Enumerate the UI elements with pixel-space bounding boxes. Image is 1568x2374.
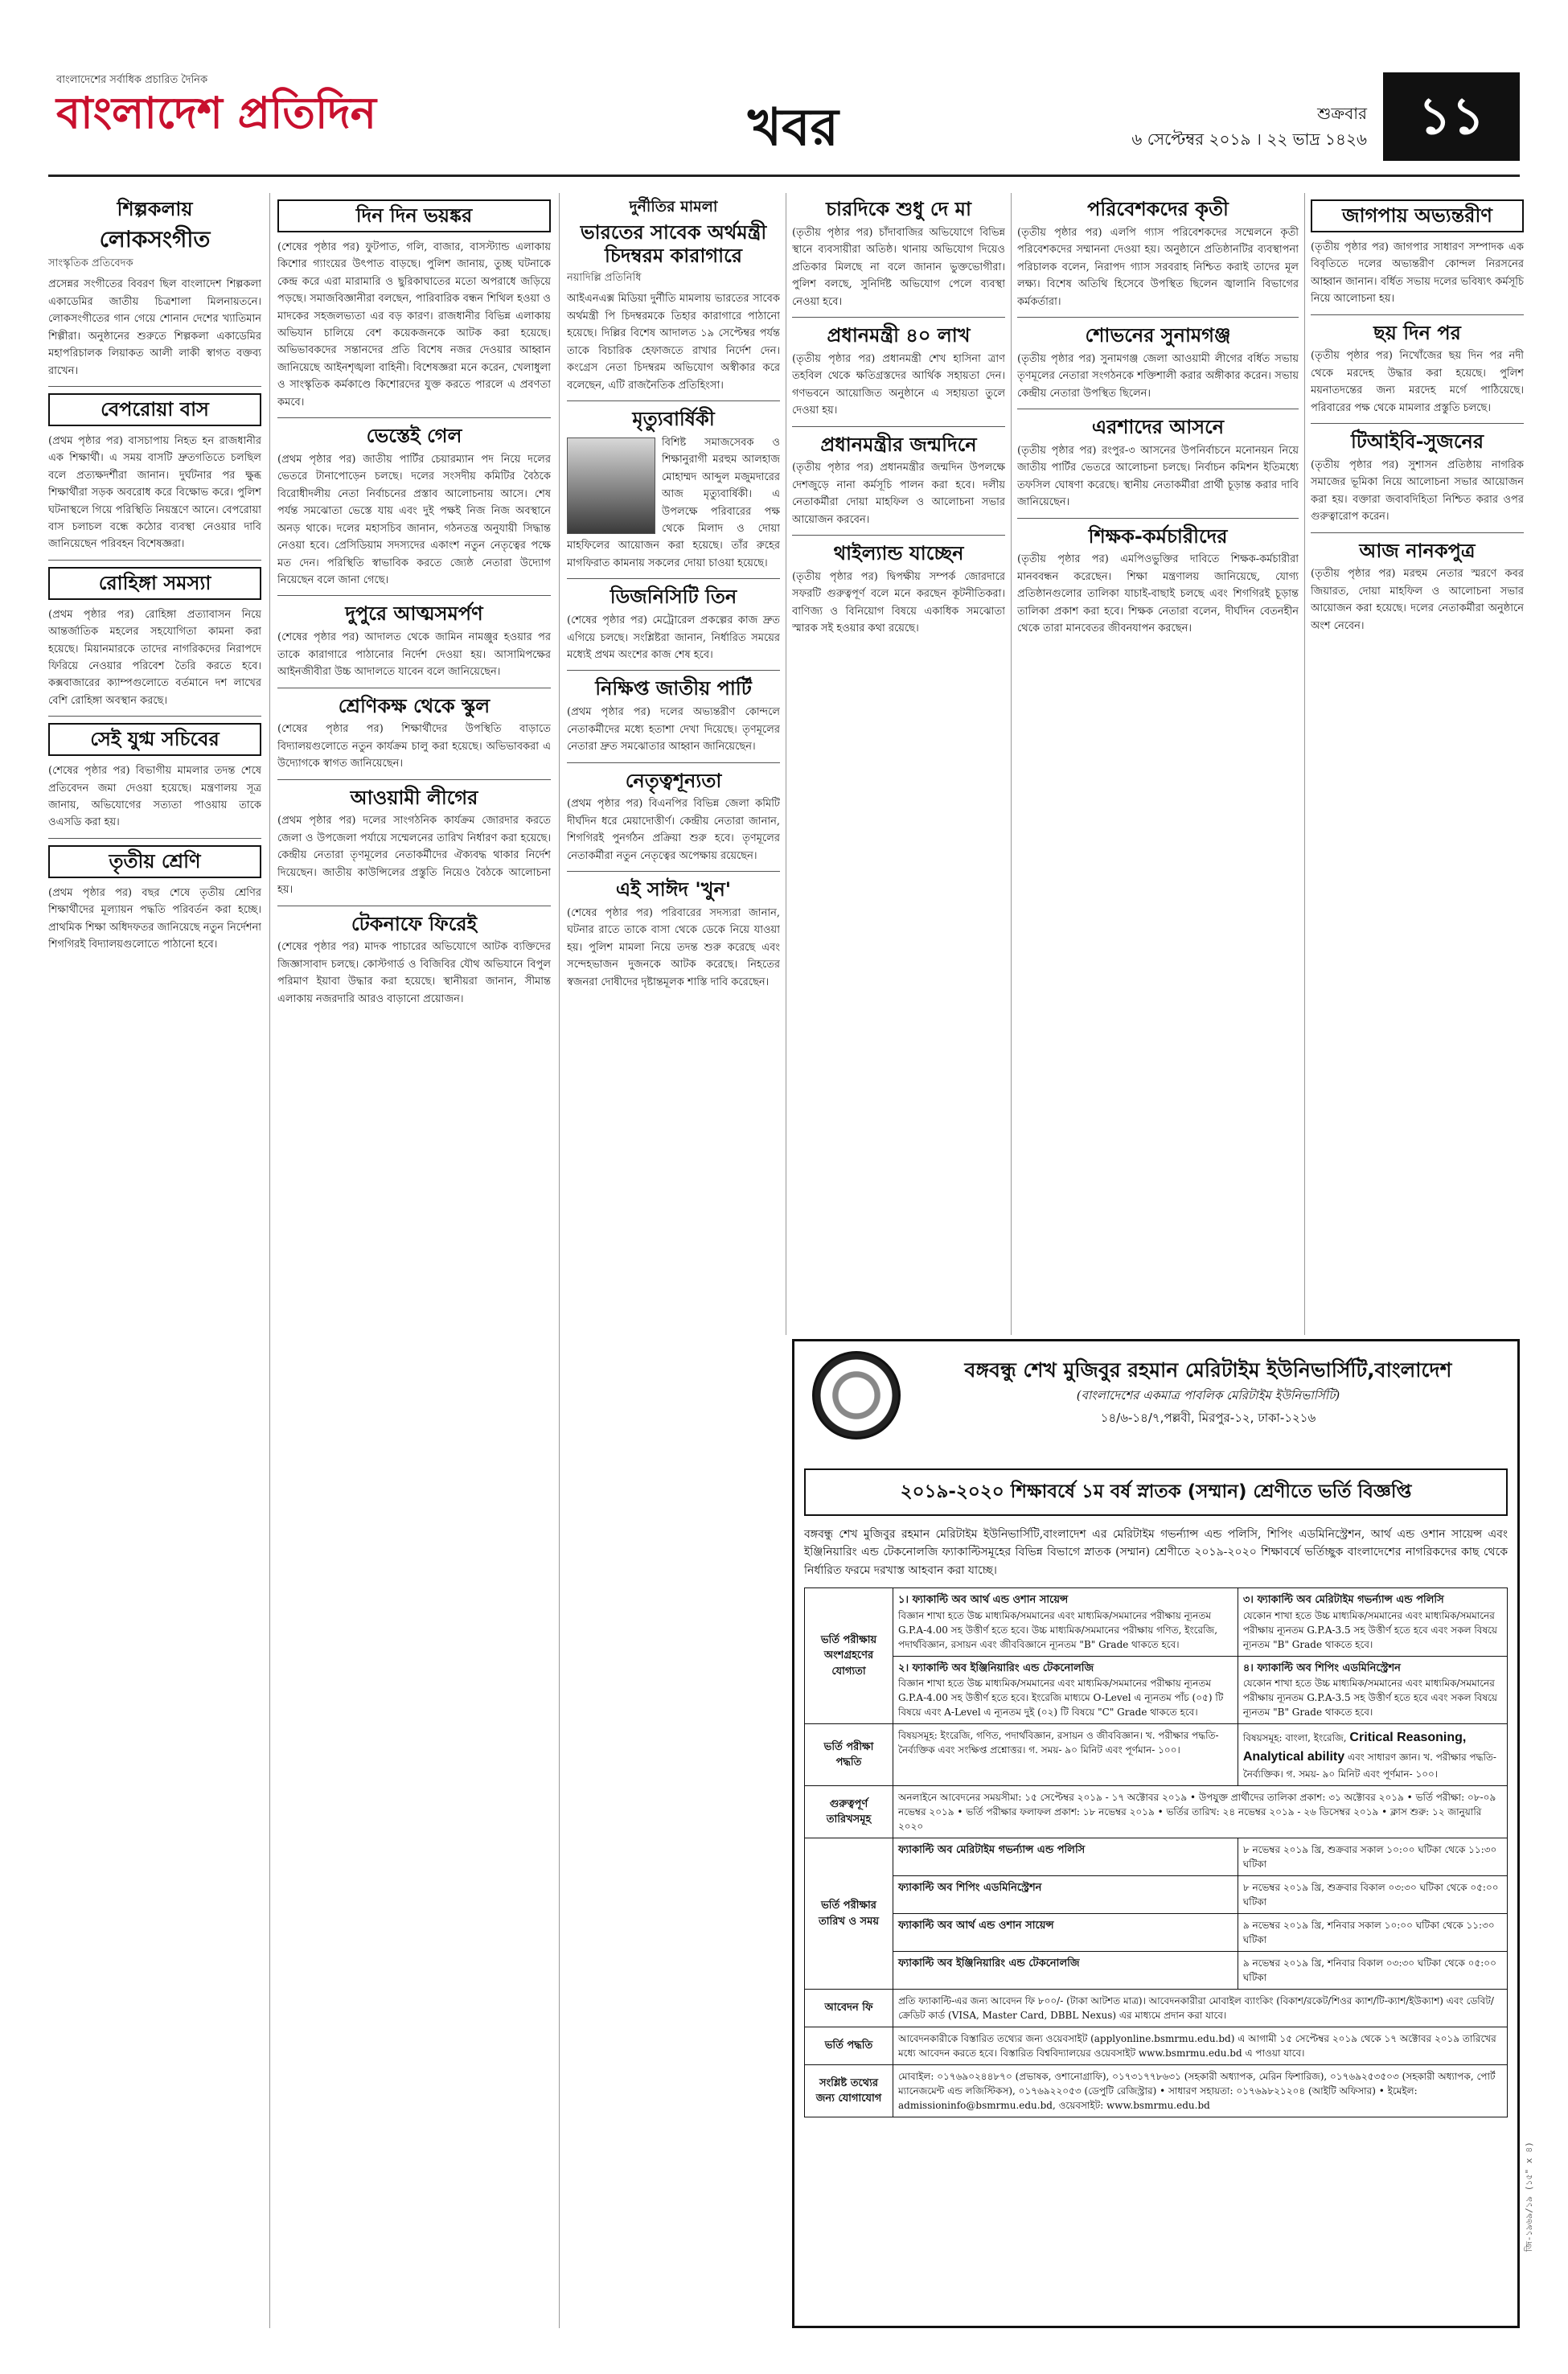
university-emblem-icon — [812, 1351, 901, 1440]
headline[interactable]: শিক্ষক-কর্মচারীদের — [1088, 524, 1228, 548]
important-dates: অনলাইনে আবেদনের সময়সীমা: ১৫ সেপ্টেম্বর ২০১৯ - ১৭ অক্টোবর ২০১৯ • উপযুক্ত প্রার্থীদের তালিকা প্রকাশ: ৩১ অক্টোবর ২০১৯ • ভর্তি পরীক্ষা: ০৮-০৯ নভেম্বর ২০১৯ • ভর্তি পরীক্ষার ফলাফল প্রকাশ: ১৮ নভেম্বর ২০১৯ • ভর্তির তারিখ: ২৪ নভেম্বর ২০১৯ - ২৬ ডিসেম্বর ২০১৯ • ক্লাস শুরু: ১২ জানুয়ারি ২০২০ — [893, 1786, 1508, 1838]
schedule-faculty: ফ্যাকাল্টি অব ইঞ্জিনিয়ারিং এন্ড টেকনোলজি — [893, 1952, 1238, 1990]
row-label: ভর্তি পরীক্ষা পদ্ধতি — [805, 1724, 893, 1786]
column-divider — [559, 193, 560, 2328]
article-body: (তৃতীয় পৃষ্ঠার পর) সুনামগঞ্জ জেলা আওয়ামী লীগের বর্ধিত সভায় তৃণমূলের নেতারা সংগঠনকে শক্তিশালী করার অঙ্গীকার করেন। সভায় কেন্দ্রীয় নেতারা উপস্থিত ছিলেন। — [1017, 352, 1299, 400]
admission-advertisement — [792, 1339, 1520, 2328]
article-body: (তৃতীয় পৃষ্ঠার পর) এলপি গ্যাস পরিবেশকদের সম্মেলনে কৃতী পরিবেশকদের সম্মাননা দেওয়া হয়। অনুষ্ঠানে প্রতিষ্ঠানটির ব্যবস্থাপনা পরিচালক বলেন, নিরাপদ গ্যাস সরবরাহ নিশ্চিত করাই তাদের মূল লক্ষ্য। বিশেষ অতিথি হিসেবে উপস্থিত ছিলেন জ্বালানি বিভাগের কর্মকর্তারা। — [1017, 226, 1299, 308]
headline[interactable]: চারদিকে শুধু দে মা — [826, 198, 971, 220]
faculty-name: ৪। ফ্যাকাল্টি অব শিপিং এডমিনিস্ট্রেশন — [1242, 1661, 1401, 1674]
page-header — [48, 56, 1520, 177]
schedule-faculty: ফ্যাকাল্টি অব শিপিং এডমিনিস্ট্রেশন — [893, 1876, 1238, 1914]
article-body: (প্রথম পৃষ্ঠার পর) বিএনপির বিভিন্ন জেলা কমিটি দীর্ঘদিন ধরে মেয়াদোত্তীর্ণ। কেন্দ্রীয় নেতারা জানান, শিগগিরই পুনর্গঠন প্রক্রিয়া শুরু হবে। তৃণমূলের নেতাকর্মীরা নতুন নেতৃত্বের অপেক্ষায় রয়েছেন। — [567, 798, 780, 862]
row-label: ভর্তি পদ্ধতি — [805, 2027, 893, 2065]
divider — [1311, 532, 1524, 533]
article-body: (তৃতীয় পৃষ্ঠার পর) প্রধানমন্ত্রীর জন্মদিন উপলক্ষে দেশজুড়ে নানা কর্মসূচি পালন করা হবে। দলীয় নেতাকর্মীরা দোয়া মাহফিল ও আলোচনা সভার আয়োজন করবেন। — [792, 462, 1005, 526]
university-address: ১৪/৬-১৪/৭,পল্লবী, মিরপুর-১২, ঢাকা-১২১৬ — [1100, 1411, 1316, 1425]
schedule-time: ৯ নভেম্বর ২০১৯ খ্রি, শনিবার বিকাল ০৩:৩০ ঘটিকা থেকে ০৫:০০ ঘটিকা — [1238, 1952, 1507, 1990]
divider — [48, 838, 261, 839]
article-body: (প্রথম পৃষ্ঠার পর) রোহিঙ্গা প্রত্যাবাসন নিয়ে আন্তর্জাতিক মহলের সহযোগিতা কামনা করা হয়েছে। মিয়ানমারকে তাদের নাগরিকদের নিরাপদে ফিরিয়ে নেওয়ার পরিবেশ তৈরি করতে হবে। কক্সবাজারের ক্যাম্পগুলোতে বর্তমানে দশ লাখের বেশি রোহিঙ্গা অবস্থান করছে। — [48, 608, 261, 707]
article-body: (শেষের পৃষ্ঠার পর) বিভাগীয় মামলার তদন্ত শেষে প্রতিবেদন জমা দেওয়া হয়েছে। মন্ত্রণালয় সূত্র জানায়, অভিযোগের সত্যতা পাওয়ায় তাকে ওএসডি করা হয়। — [48, 765, 261, 829]
exam-format: এবং সাধারণ জ্ঞান। খ. পরীক্ষার পদ্ধতি- নৈর্ব্যক্তিক। গ. সময়- ৯০ মিনিট এবং পূর্ণমান- ১০০। — [1242, 1752, 1496, 1780]
ad-header — [804, 1351, 1508, 1464]
divider — [567, 871, 780, 872]
table-cell — [893, 1656, 1238, 1724]
byline: সাংস্কৃতিক প্রতিবেদক — [48, 257, 133, 270]
headline[interactable]: প্রধানমন্ত্রীর জন্মদিনে — [820, 433, 977, 456]
headline[interactable]: ভেস্তেই গেল — [366, 425, 462, 448]
divider — [792, 535, 1005, 536]
table-row — [805, 2027, 1508, 2065]
article-body: (তৃতীয় পৃষ্ঠার পর) রংপুর-৩ আসনের উপনির্বাচনে মনোনয়ন নিয়ে জাতীয় পার্টির ভেতরে আলোচনা চলছে। নির্বাচন কমিশন ইতিমধ্যে তফসিল ঘোষণা করেছে। স্থানীয় নেতাকর্মীরা প্রার্থী চূড়ান্ত করার দাবি জানিয়েছেন। — [1017, 444, 1299, 509]
table-row — [805, 1656, 1508, 1724]
exam-subjects-english: Critical Reasoning, Analytical ability — [1242, 1731, 1467, 1764]
table-cell — [893, 1588, 1238, 1657]
headline[interactable]: টিআইবি-সুজনের — [1350, 430, 1484, 454]
headline[interactable]: এই সাঈদ 'খুন' — [615, 878, 732, 902]
divider — [277, 779, 551, 780]
headline[interactable]: দিন দিন ভয়ঙ্কর — [277, 199, 551, 232]
faculty-requirement: বিজ্ঞান শাখা হতে উচ্চ মাধ্যমিক/সমমানের এবং মাধ্যমিক/সমমানের পরীক্ষায় ন্যূনতম G.P.A-4.00 সহ উত্তীর্ণ হতে হবে। উচ্চ মাধ্যমিক/সমমানের পরীক্ষায় গণিত, ইংরেজি, পদার্থবিজ্ঞান, রসায়ন এবং জীববিজ্ঞানে ন্যূনতম "B" Grade থাকতে হবে। — [898, 1609, 1218, 1650]
table-row — [805, 1952, 1508, 1990]
headline[interactable]: ডিজনিসিটি তিন — [610, 585, 737, 609]
faculty-requirement: বিজ্ঞান শাখা হতে উচ্চ মাধ্যমিক/সমমানের এবং মাধ্যমিক/সমমানের পরীক্ষায় ন্যূনতম G.P.A-4.00 সহ উত্তীর্ণ হতে হবে। ইংরেজি মাধ্যমে O-Level এ ন্যূনতম পাঁচ (০৫) টি বিষয়ে এবং A-Level এ ন্যূনতম দুই (০২) টি বিষয়ে "C" Grade থাকতে হবে। — [898, 1678, 1224, 1719]
ad-reference-code: জি-১৯৬৯/১৯ (১৫" x ৪) — [1524, 2142, 1534, 2252]
application-fee: প্রতি ফ্যাকাল্টি-এর জন্য আবেদন ফি ৮০০/- (টাকা আটশত মাত্র)। আবেদনকারীরা মোবাইল ব্যাংকিং (বিকাশ/রকেট/শিওর ক্যাশ/টি-ক্যাশ/ইউক্যাশ) এবং ডেবিট/ক্রেডিট কার্ড (VISA, Master Card, DBBL Nexus) এর মাধ্যমে প্রদান করা যাবে। — [893, 1990, 1508, 2027]
table-row — [805, 1786, 1508, 1838]
article-body: (তৃতীয় পৃষ্ঠার পর) জাগপার সাধারণ সম্পাদক এক বিবৃতিতে দলের অভ্যন্তরীণ কোন্দল নিরসনের আহ্বান জানান। বর্ধিত সভায় দলের ভবিষ্যৎ কর্মসূচি নিয়ে আলোচনা হয়। — [1311, 240, 1524, 306]
headline[interactable]: লোকসংগীত — [99, 225, 211, 253]
section-title: খবর — [748, 98, 839, 158]
article-body: (তৃতীয় পৃষ্ঠার পর) নিখোঁজের ছয় দিন পর নদী থেকে মরদেহ উদ্ধার করা হয়েছে। পুলিশ ময়নাতদন্তের জন্য মরদেহ মর্গে পাঠিয়েছে। পরিবারের পক্ষ থেকে মামলার প্রস্তুতি চলছে। — [1311, 350, 1524, 414]
article-body: (প্রথম পৃষ্ঠার পর) জাতীয় পার্টির চেয়ারম্যান পদ নিয়ে দলের ভেতরে টানাপোড়েন চলছে। দলের সংসদীয় কমিটির বৈঠকে বিরোধীদলীয় নেতা নির্বাচনের প্রস্তাব আলোচনায় আসে। শেষ পর্যন্ত সমঝোতা ভেস্তে যায় এবং দুই পক্ষই নিজ নিজ অবস্থানে অনড় থাকে। দলের মহাসচিব জানান, গঠনতন্ত্র অনুযায়ী সিদ্ধান্ত নেওয়া হবে। প্রেসিডিয়াম সদস্যদের একাংশ নতুন নেতৃত্বের পক্ষে মত দেন। পরিস্থিতি স্বাভাবিক করতে জ্যেষ্ঠ নেতারা উদ্যোগ নিয়েছেন বলে জানা গেছে। — [277, 453, 551, 587]
row-label: গুরুত্বপূর্ণ তারিখসমূহ — [805, 1786, 893, 1838]
headline[interactable]: থাইল্যান্ড যাচ্ছেন — [833, 542, 964, 565]
article-body: (তৃতীয় পৃষ্ঠার পর) সুশাসন প্রতিষ্ঠায় নাগরিক সমাজের ভূমিকা নিয়ে আলোচনা সভার আয়োজন করা হয়। বক্তারা জবাবদিহিতা নিশ্চিত করার ওপর গুরুত্বারোপ করেন। — [1311, 458, 1524, 524]
divider — [792, 317, 1005, 318]
table-row — [805, 1914, 1508, 1952]
article-body: (প্রথম পৃষ্ঠার পর) বাসচাপায় নিহত হন রাজধানীর এক শিক্ষার্থী। এ সময় বাসটি দ্রুতগতিতে চলছিল বলে প্রত্যক্ষদর্শীরা জানান। দুর্ঘটনার পর ক্ষুব্ধ শিক্ষার্থীরা সড়ক অবরোধ করে বিক্ষোভ করে। পুলিশ ঘটনাস্থলে গিয়ে পরিস্থিতি নিয়ন্ত্রণে আনে। বেপরোয়া বাস চলাচল বন্ধে কঠোর ব্যবস্থা নেওয়ার দাবি জানিয়েছেন পরিবহন বিশেষজ্ঞরা। — [48, 434, 261, 551]
row-label: সংশ্লিষ্ট তথ্যের জন্য যোগাযোগ — [805, 2065, 893, 2117]
divider — [48, 560, 261, 561]
issue-date — [1131, 101, 1367, 152]
row-label: ভর্তি পরীক্ষার তারিখ ও সময় — [805, 1838, 893, 1990]
article-body: (শেষের পৃষ্ঠার পর) মাদক পাচারের অভিযোগে আটক ব্যক্তিদের জিজ্ঞাসাবাদ চলছে। কোস্টগার্ড ও বিজিবির যৌথ অভিযানে বিপুল পরিমাণ ইয়াবা উদ্ধার করা হয়েছে। স্থানীয়রা জানান, সীমান্ত এলাকায় নজরদারি আরও বাড়ানো প্রয়োজন। — [277, 941, 551, 1005]
exam-method-right — [1238, 1724, 1507, 1786]
headline[interactable]: ভারতের সাবেক অর্থমন্ত্রী চিদম্বরম কারাগারে — [580, 220, 767, 267]
article-body: (প্রথম পৃষ্ঠার পর) বছর শেষে তৃতীয় শ্রেণির শিক্ষার্থীদের মূল্যায়ন পদ্ধতি পরিবর্তন করা হচ্ছে। প্রাথমিক শিক্ষা অধিদফতর জানিয়েছে নতুন নির্দেশনা শিগগিরই বিদ্যালয়গুলোতে পাঠানো হবে। — [48, 886, 261, 951]
divider — [277, 417, 551, 418]
contact-info[interactable]: মোবাইল: ০১৭৬৯০২৪৪৮৭০ (প্রভাষক, ওশানোগ্রাফি), ০১৭৩১৭৭৮৬৩১ (সহকারী অধ্যাপক, মেরিন ফিশারিজ), ০১৭৬৯২৫৩৫০৩ (সহকারী অধ্যাপক, পোর্ট ম্যানেজমেন্ট এন্ড লজিস্টিকস), ০১৭৬৯২২০৫৩ (ডেপুটি রেজিস্ট্রার) • সাধারণ সহায়তা: ০১৭৬৯৮২১২০৪ (আইটি অফিসার) • ইমেইল: admissioninfo@bsmrmu.edu.bd, ওয়েবসাইট: www.bsmrmu.edu.bd — [893, 2065, 1508, 2117]
table-cell — [1238, 1656, 1507, 1724]
headline[interactable]: পরিবেশকদের কৃতী — [1087, 198, 1229, 220]
divider — [792, 426, 1005, 427]
newspaper-logo[interactable]: বাংলাদেশ প্রতিদিন — [56, 88, 376, 138]
headline[interactable]: তৃতীয় শ্রেণি — [48, 845, 261, 878]
schedule-faculty: ফ্যাকাল্টি অব আর্থ এন্ড ওশান সায়েন্স — [893, 1914, 1238, 1952]
headline[interactable]: নেতৃত্বশূন্যতা — [625, 769, 722, 792]
schedule-time: ৮ নভেম্বর ২০১৯ খ্রি, শুক্রবার সকাল ১০:০০ ঘটিকা থেকে ১১:৩০ ঘটিকা — [1238, 1838, 1507, 1876]
headline[interactable]: শোভনের সুনামগঞ্জ — [1085, 323, 1231, 347]
headline[interactable]: টেকনাফে ফিরেই — [351, 912, 478, 935]
article-body: প্রসেন্নর সংগীতের বিবরণ ছিল বাংলাদেশ শিল্পকলা একাডেমির জাতীয় চিত্রশালা মিলনায়তনে। লোকসংগীতের গান গেয়ে শোনান দেশের খ্যাতিমান শিল্পীরা। অনুষ্ঠানের শুরুতে শিল্পকলা একাডেমির মহাপরিচালক লিয়াকত আলী লাকী স্বাগত বক্তব্য রাখেন। — [48, 278, 261, 377]
article-body: বিশিষ্ট সমাজসেবক ও শিক্ষানুরাগী মরহুম আলহাজ মোহাম্মদ আব্দুল মজুমদারের আজ মৃত্যুবার্ষিকী। এ উপলক্ষে পরিবারের পক্ষ থেকে মিলাদ ও দোয়া মাহফিলের আয়োজন করা হয়েছে। তাঁর রুহের মাগফিরাত কামনায় সকলের দোয়া চাওয়া হয়েছে। — [567, 436, 780, 569]
headline[interactable]: নিক্ষিপ্ত জাতীয় পার্টি — [595, 677, 752, 700]
column-1 — [48, 193, 261, 2328]
page-number: ১১ — [1383, 72, 1520, 161]
faculty-name: ১। ফ্যাকাল্টি অব আর্থ এন্ড ওশান সায়েন্স — [898, 1594, 1069, 1607]
article-body: (শেষের পৃষ্ঠার পর) মেট্রোরেল প্রকল্পের কাজ দ্রুত এগিয়ে চলছে। সংশ্লিষ্টরা জানান, নির্ধারিত সময়ের মধ্যেই প্রথম অংশের কাজ শেষ হবে। — [567, 614, 780, 661]
headline[interactable]: শিল্পকলায় — [117, 198, 193, 220]
article-body: (তৃতীয় পৃষ্ঠার পর) চাঁদাবাজির অভিযোগে বিভিন্ন স্থানে ব্যবসায়ীরা অতিষ্ঠ। থানায় অভিযোগ দিয়েও প্রতিকার মিলছে না বলে জানান ভুক্তভোগীরা। পুলিশ বলছে, সুনির্দিষ্ট অভিযোগ পেলে ব্যবস্থা নেওয়া হবে। — [792, 226, 1005, 308]
divider — [277, 595, 551, 596]
table-row — [805, 1990, 1508, 2027]
admission-banner: ২০১৯-২০২০ শিক্ষাবর্ষে ১ম বর্ষ স্নাতক (সম্মান) শ্রেণীতে ভর্তি বিজ্ঞপ্তি — [804, 1468, 1508, 1516]
university-subtitle: (বাংলাদেশের একমাত্র পাবলিক মেরিটাইম ইউনিভার্সিটি) — [1076, 1388, 1340, 1403]
table-row — [805, 1724, 1508, 1786]
table-row — [805, 2065, 1508, 2117]
article-body: (শেষের পৃষ্ঠার পর) ফুটপাত, গলি, বাজার, বাসস্ট্যান্ড এলাকায় কিশোর গ্যাংয়ের উৎপাত বাড়ছে। পুলিশ জানায়, তুচ্ছ ঘটনাকে কেন্দ্র করে এরা মারামারি ও ছুরিকাঘাতের মতো অপরাধে জড়িয়ে পড়ছে। সমাজবিজ্ঞানীরা বলছেন, পারিবারিক বন্ধন শিথিল হওয়া ও মাদকের সহজলভ্যতা এর বড় কারণ। রাজধানীর বিভিন্ন এলাকায় অভিযান চালিয়ে বেশ কয়েকজনকে আটক করা হয়েছে। অভিভাবকদের সন্তানদের প্রতি বিশেষ নজর দেওয়ার আহ্বান জানিয়েছে আইনশৃঙ্খলা বাহিনী। বিশেষজ্ঞরা মনে করেন, খেলাধুলা ও সাংস্কৃতিক কর্মকাণ্ডে কিশোরদের যুক্ত করতে পারলে এ প্রবণতা কমবে। — [277, 240, 551, 409]
divider — [1311, 423, 1524, 424]
article-body: (তৃতীয় পৃষ্ঠার পর) দ্বিপক্ষীয় সম্পর্ক জোরদারে সফরটি গুরুত্বপূর্ণ বলে মনে করছেন কূটনীতিকরা। বাণিজ্য ও বিনিয়োগ বিষয়ে একাধিক সমঝোতা স্মারক সই হওয়ার কথা রয়েছে। — [792, 570, 1005, 635]
headline[interactable]: ছয় দিন পর — [1373, 321, 1461, 344]
university-name: বঙ্গবন্ধু শেখ মুজিবুর রহমান মেরিটাইম ইউনিভার্সিটি,বাংলাদেশ — [964, 1358, 1452, 1382]
schedule-faculty: ফ্যাকাল্টি অব মেরিটাইম গভর্ন্যান্স এন্ড পলিসি — [893, 1838, 1238, 1876]
table-row — [805, 1876, 1508, 1914]
article-body: (তৃতীয় পৃষ্ঠার পর) প্রধানমন্ত্রী শেখ হাসিনা ত্রাণ তহবিল থেকে ক্ষতিগ্রস্তদের আর্থিক সহায়তা দেন। গণভবনে আয়োজিত অনুষ্ঠানে এ সহায়তা তুলে দেওয়া হয়। — [792, 352, 1005, 417]
exam-subjects: বিষয়সমূহ: বাংলা, ইংরেজি, — [1242, 1732, 1347, 1744]
schedule-time: ৮ নভেম্বর ২০১৯ খ্রি, শুক্রবার বিকাল ০৩:৩০ ঘটিকা থেকে ০৫:০০ ঘটিকা — [1238, 1876, 1507, 1914]
admission-intro: বঙ্গবন্ধু শেখ মুজিবুর রহমান মেরিটাইম ইউনিভার্সিটি,বাংলাদেশ এর মেরিটাইম গভর্ন্যান্স এন্ড পলিসি, শিপিং এডমিনিস্ট্রেশন, আর্থ এন্ড ওশান সায়েন্স এবং ইঞ্জিনিয়ারিং এন্ড টেকনোলজি ফ্যাকাল্টিসমূহের বিভিন্ন বিভাগে স্নাতক (সম্মান) শ্রেণীতে ২০১৯-২০২০ শিক্ষাবর্ষে ভর্তিচ্ছুক বাংলাদেশের নাগরিকদের কাছ থেকে নির্ধারিত ফরমে দরখাস্ত আহবান করা যাচ্ছে। — [804, 1528, 1508, 1577]
column-6 — [1311, 193, 1524, 1335]
schedule-time: ৯ নভেম্বর ২০১৯ খ্রি, শনিবার সকাল ১০:০০ ঘটিকা থেকে ১১:৩০ ঘটিকা — [1238, 1914, 1507, 1952]
headline[interactable]: এরশাদের আসনে — [1091, 416, 1225, 439]
masthead-tagline: বাংলাদেশের সর্বাধিক প্রচারিত দৈনিক — [56, 74, 208, 86]
faculty-name: ৩। ফ্যাকাল্টি অব মেরিটাইম গভর্ন্যান্স এন্ড পলিসি — [1242, 1594, 1444, 1607]
divider — [48, 716, 261, 717]
headline[interactable]: রোহিঙ্গা সমস্যা — [48, 567, 261, 600]
column-5 — [1017, 193, 1299, 1335]
byline: নয়াদিল্লি প্রতিনিধি — [567, 272, 642, 285]
masthead[interactable] — [56, 72, 394, 137]
column-divider — [1011, 193, 1012, 1335]
table-row — [805, 1838, 1508, 1876]
divider — [567, 670, 780, 671]
article-body: (শেষের পৃষ্ঠার পর) পরিবারের সদস্যরা জানান, ঘটনার রাতে তাকে বাসা থেকে ডেকে নিয়ে যাওয়া হয়। পুলিশ মামলা নিয়ে তদন্ত শুরু করেছে এবং সন্দেহভাজন দুজনকে আটক করেছে। নিহতের স্বজনরা দোষীদের দৃষ্টান্তমূলক শাস্তি দাবি করেছেন। — [567, 906, 780, 988]
article-body: (প্রথম পৃষ্ঠার পর) দলের অভ্যন্তরীণ কোন্দলে নেতাকর্মীদের মধ্যে হতাশা দেখা দিয়েছে। তৃণমূলের নেতারা দ্রুত সমঝোতার আহ্বান জানিয়েছেন। — [567, 706, 780, 754]
faculty-name: ২। ফ্যাকাল্টি অব ইঞ্জিনিয়ারিং এন্ড টেকনোলজি — [898, 1661, 1094, 1674]
headline[interactable]: মৃত্যুবার্ষিকী — [632, 408, 715, 431]
admission-table — [804, 1587, 1508, 2117]
divider — [567, 762, 780, 763]
headline[interactable]: বেপরোয়া বাস — [48, 393, 261, 426]
column-3 — [567, 193, 780, 1423]
divider — [567, 578, 780, 579]
headline[interactable]: দুপুরে আত্মসমর্পণ — [345, 602, 483, 626]
row-label: আবেদন ফি — [805, 1990, 893, 2027]
row-label: ভর্তি পরীক্ষায় অংশগ্রহণের যোগ্যতা — [805, 1588, 893, 1724]
table-row — [805, 1588, 1508, 1657]
article-body: (তৃতীয় পৃষ্ঠার পর) মরহুম নেতার স্মরণে কবর জিয়ারত, দোয়া মাহফিল ও আলোচনা সভার আয়োজন করা হয়েছে। দলের নেতাকর্মীরা অনুষ্ঠানে অংশ নেবেন। — [1311, 568, 1524, 632]
divider — [1017, 317, 1299, 318]
column-4 — [792, 193, 1005, 1335]
table-cell — [1238, 1588, 1507, 1657]
faculty-requirement: যেকোন শাখা হতে উচ্চ মাধ্যমিক/সমমানের এবং মাধ্যমিক/সমমানের পরীক্ষায় ন্যূনতম G.P.A-3.5 সহ উত্তীর্ণ হতে হবে এবং সকল বিষয়ে ন্যূনতম "B" Grade থাকতে হবে। — [1242, 1678, 1497, 1719]
headline[interactable]: আজ নানকপুত্র — [1359, 539, 1476, 562]
kicker: দুর্নীতির মামলা — [629, 198, 718, 216]
headline[interactable]: জাগপায় অভ্যন্তরীণ — [1311, 199, 1524, 232]
admission-procedure[interactable]: আবেদনকারীকে বিস্তারিত তথ্যের জন্য ওয়েবসাইট (applyonline.bsmrmu.edu.bd) এ আগামী ১৫ সেপ্টেম্বর ২০১৯ থেকে ১৭ অক্টোবর ২০১৯ তারিখের মধ্যে আবেদন করতে হবে। বিস্তারিত বিশ্ববিদ্যালয়ের ওয়েবসাইট www.bsmrmu.edu.bd এ পাওয়া যাবে। — [893, 2027, 1508, 2065]
column-divider — [1304, 193, 1305, 1335]
headline[interactable]: সেই যুগ্ম সচিবের — [48, 723, 261, 756]
portrait-photo — [567, 437, 655, 534]
column-divider — [269, 193, 270, 2328]
article-body: (শেষের পৃষ্ঠার পর) শিক্ষার্থীদের উপস্থিতি বাড়াতে বিদ্যালয়গুলোতে নতুন কার্যক্রম চালু করা হয়েছে। অভিভাবকরা এ উদ্যোগকে স্বাগত জানিয়েছেন। — [277, 723, 551, 770]
divider — [567, 400, 780, 401]
exam-method-left: বিষয়সমূহ: ইংরেজি, গণিত, পদার্থবিজ্ঞান, রসায়ন ও জীববিজ্ঞান। খ. পরীক্ষার পদ্ধতি- নৈর্ব্যক্তিক এবং সংক্ষিপ্ত প্রশ্নোত্তর। গ. সময়- ৯০ মিনিট এবং পূর্ণমান- ১০০। — [893, 1724, 1238, 1786]
divider — [48, 386, 261, 387]
article-body: (শেষের পৃষ্ঠার পর) আদালত থেকে জামিন নামঞ্জুর হওয়ার পর তাকে কারাগারে পাঠানোর নির্দেশ দেওয়া হয়। আসামিপক্ষের আইনজীবীরা উচ্চ আদালতে যাবেন বলে জানিয়েছেন। — [277, 631, 551, 679]
article-body: (প্রথম পৃষ্ঠার পর) দলের সাংগঠনিক কার্যক্রম জোরদার করতে জেলা ও উপজেলা পর্যায়ে সম্মেলনের তারিখ নির্ধারণ করা হয়েছে। কেন্দ্রীয় নেতারা তৃণমূলের নেতাকর্মীদের ঐক্যবদ্ধ থাকার নির্দেশ দিয়েছেন। জাতীয় কাউন্সিলের প্রস্তুতি নিয়েও বৈঠকে আলোচনা হয়। — [277, 815, 551, 897]
article-body: আইএনএক্স মিডিয়া দুর্নীতি মামলায় ভারতের সাবেক অর্থমন্ত্রী পি চিদম্বরমকে তিহার কারাগারে পাঠানো হয়েছে। দিল্লির বিশেষ আদালত ১৯ সেপ্টেম্বর পর্যন্ত তাকে বিচারিক হেফাজতে রাখার নির্দেশ দেন। কংগ্রেস নেতা চিদম্বরম অভিযোগ অস্বীকার করে বলেছেন, এটি রাজনৈতিক প্রতিহিংসা। — [567, 293, 780, 392]
faculty-requirement: যেকোন শাখা হতে উচ্চ মাধ্যমিক/সমমানের এবং মাধ্যমিক/সমমানের পরীক্ষায় ন্যূনতম G.P.A-3.5 সহ উত্তীর্ণ হতে হবে এবং সকল বিষয়ে ন্যূনতম "B" Grade থাকতে হবে। — [1242, 1609, 1497, 1650]
headline[interactable]: প্রধানমন্ত্রী ৪০ লাখ — [827, 323, 971, 347]
divider — [1311, 314, 1524, 315]
article-body: (তৃতীয় পৃষ্ঠার পর) এমপিওভুক্তির দাবিতে শিক্ষক-কর্মচারীরা মানববন্ধন করেছেন। শিক্ষা মন্ত্রণালয় জানিয়েছে, যোগ্য প্রতিষ্ঠানগুলোর তালিকা যাচাই-বাছাই চলছে এবং শিগগিরই চূড়ান্ত তালিকা প্রকাশ করা হবে। শিক্ষক নেতারা বলেন, দীর্ঘদিন বেতনহীন থেকে তারা মানবেতর জীবনযাপন করছেন। — [1017, 553, 1299, 635]
column-2 — [277, 193, 551, 2328]
date-text: ৬ সেপ্টেম্বর ২০১৯ । ২২ ভাদ্র ১৪২৬ — [1131, 129, 1367, 149]
weekday: শুক্রবার — [1317, 104, 1367, 123]
headline[interactable]: শ্রেণিকক্ষ থেকে স্কুল — [338, 694, 491, 717]
headline[interactable]: আওয়ামী লীগের — [350, 786, 478, 809]
divider — [1017, 518, 1299, 519]
